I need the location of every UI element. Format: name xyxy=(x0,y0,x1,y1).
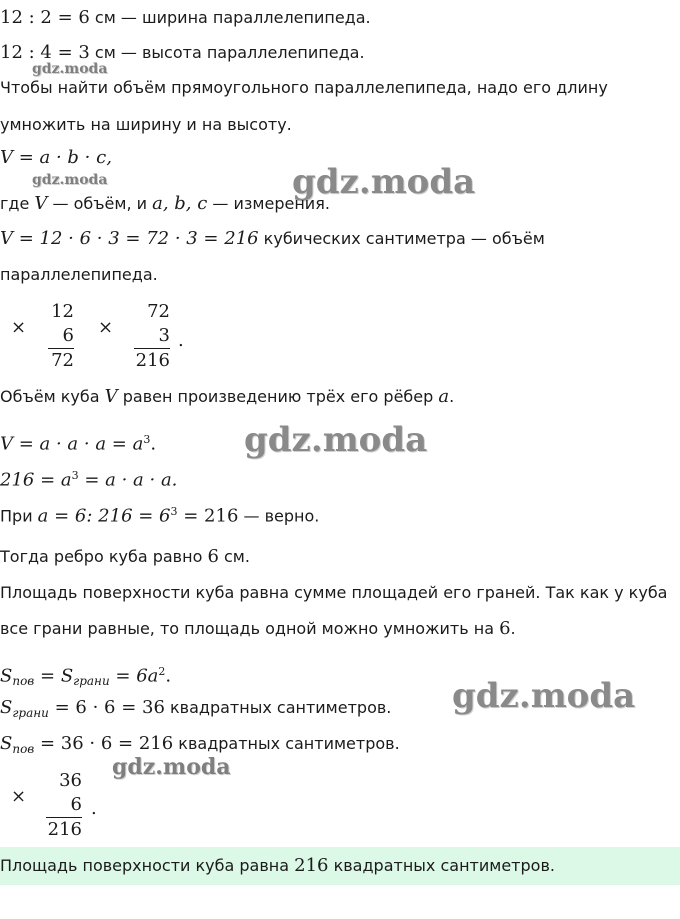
watermark-medium: gdz.moda xyxy=(112,754,231,780)
math: S xyxy=(0,697,13,718)
watermark-large: gdz.moda xyxy=(244,420,428,460)
text: где xyxy=(0,194,35,213)
math: S xyxy=(60,665,74,687)
text: квадратных сантиметров. xyxy=(328,856,555,875)
multiplicand: 12 xyxy=(51,301,74,322)
subscript: грани xyxy=(12,706,49,720)
product: 72 xyxy=(48,348,74,373)
watermark-small: gdz.moda xyxy=(32,172,108,188)
text: — верно. xyxy=(238,506,320,526)
exponent: 3 xyxy=(71,469,79,482)
multiplier: 3 xyxy=(158,325,170,346)
period: . xyxy=(178,330,184,351)
multiplier: 6 xyxy=(62,325,74,346)
face-area-line xyxy=(0,697,391,720)
math: . xyxy=(150,433,157,455)
subscript: пов xyxy=(12,742,35,756)
text: см. xyxy=(218,547,250,566)
product: 216 xyxy=(135,350,170,371)
text: Площадь поверхности куба равна xyxy=(0,856,295,875)
math: = xyxy=(34,665,61,687)
text: равен произведению трёх его рёбер xyxy=(117,387,439,406)
equation-line xyxy=(0,465,177,491)
exponent: 3 xyxy=(170,505,178,518)
math: V = a · a · a = a xyxy=(0,433,144,455)
definition-line xyxy=(0,193,330,215)
text: см — высота параллелепипеда. xyxy=(89,43,365,62)
cube-volume-line xyxy=(0,386,454,408)
volume-calc-line xyxy=(0,228,545,250)
times-sign: × xyxy=(98,317,114,338)
answer-line xyxy=(0,855,555,877)
exponent: 2 xyxy=(158,665,166,678)
line-width xyxy=(0,7,371,29)
math: = 6 · 6 = 36 xyxy=(48,697,165,718)
multiplier: 6 xyxy=(70,794,82,815)
math: V xyxy=(34,193,48,214)
times-sign: × xyxy=(11,786,27,807)
surface-area-line xyxy=(0,733,400,756)
formula-volume xyxy=(0,147,112,169)
times-sign: × xyxy=(11,317,27,338)
math: V xyxy=(104,386,118,407)
math: 6 xyxy=(499,618,511,639)
column-multiplication-1 xyxy=(48,300,74,373)
multiplicand: 36 xyxy=(59,770,82,791)
math: a xyxy=(438,386,450,407)
check-line xyxy=(0,501,319,527)
math: a, b, c xyxy=(152,193,208,214)
watermark-small: gdz.moda xyxy=(32,61,108,77)
text: При xyxy=(0,506,38,526)
math: = 6a xyxy=(109,665,159,687)
edge-line xyxy=(0,546,250,568)
text: . xyxy=(510,619,516,638)
math: 6 xyxy=(207,546,219,567)
column-multiplication-3 xyxy=(46,769,82,842)
paragraph-line: умножить на ширину и на высоту. xyxy=(0,115,292,134)
watermark-large: gdz.moda xyxy=(292,162,476,202)
text: — измерения. xyxy=(207,194,330,213)
text: квадратных сантиметров. xyxy=(164,698,392,717)
text: кубических сантиметра — объём xyxy=(258,229,545,248)
paragraph-line: параллелепипеда. xyxy=(0,265,158,284)
math: 12 : 2 = 6 xyxy=(0,7,90,28)
paragraph-line: Чтобы найти объём прямоугольного параллелепипеда, надо его длину xyxy=(0,78,608,97)
subscript: пов xyxy=(12,674,35,689)
text: квадратных сантиметров. xyxy=(173,734,400,753)
math: . xyxy=(165,665,172,687)
math: S xyxy=(0,665,13,687)
period: . xyxy=(91,798,97,819)
text: Объём куба xyxy=(0,387,105,406)
text: все грани равные, то площадь одной можно умножить на xyxy=(0,619,500,638)
math: 12 : 4 = 3 xyxy=(0,42,90,63)
math: = 36 · 6 = 216 xyxy=(34,733,174,754)
math: S xyxy=(0,733,13,754)
text: — объём, и xyxy=(47,194,153,213)
multiplicand: 72 xyxy=(147,301,170,322)
math: = a · a · a. xyxy=(78,469,178,491)
formula-surface xyxy=(0,661,171,688)
text: . xyxy=(449,387,455,406)
math: a = 6: 216 = 6 xyxy=(37,505,171,527)
math: V = a · b · c, xyxy=(0,147,112,168)
math: = 216 xyxy=(177,505,239,527)
exponent: 3 xyxy=(143,433,151,446)
subscript: грани xyxy=(73,674,110,689)
paragraph-line xyxy=(0,618,516,640)
text: см — ширина параллелепипеда. xyxy=(89,8,371,27)
text: Тогда ребро куба равно xyxy=(0,547,208,566)
math: V = 12 · 6 · 3 = 72 · 3 = 216 xyxy=(0,228,259,249)
watermark-large: gdz.moda xyxy=(452,676,636,716)
product: 216 xyxy=(47,819,82,840)
math: 216 xyxy=(294,855,329,876)
math: 216 = a xyxy=(0,469,72,491)
formula-cube-volume xyxy=(0,429,156,455)
paragraph-line: Площадь поверхности куба равна сумме площадей его граней. Так как у куба xyxy=(0,583,668,602)
column-multiplication-2 xyxy=(134,300,170,373)
